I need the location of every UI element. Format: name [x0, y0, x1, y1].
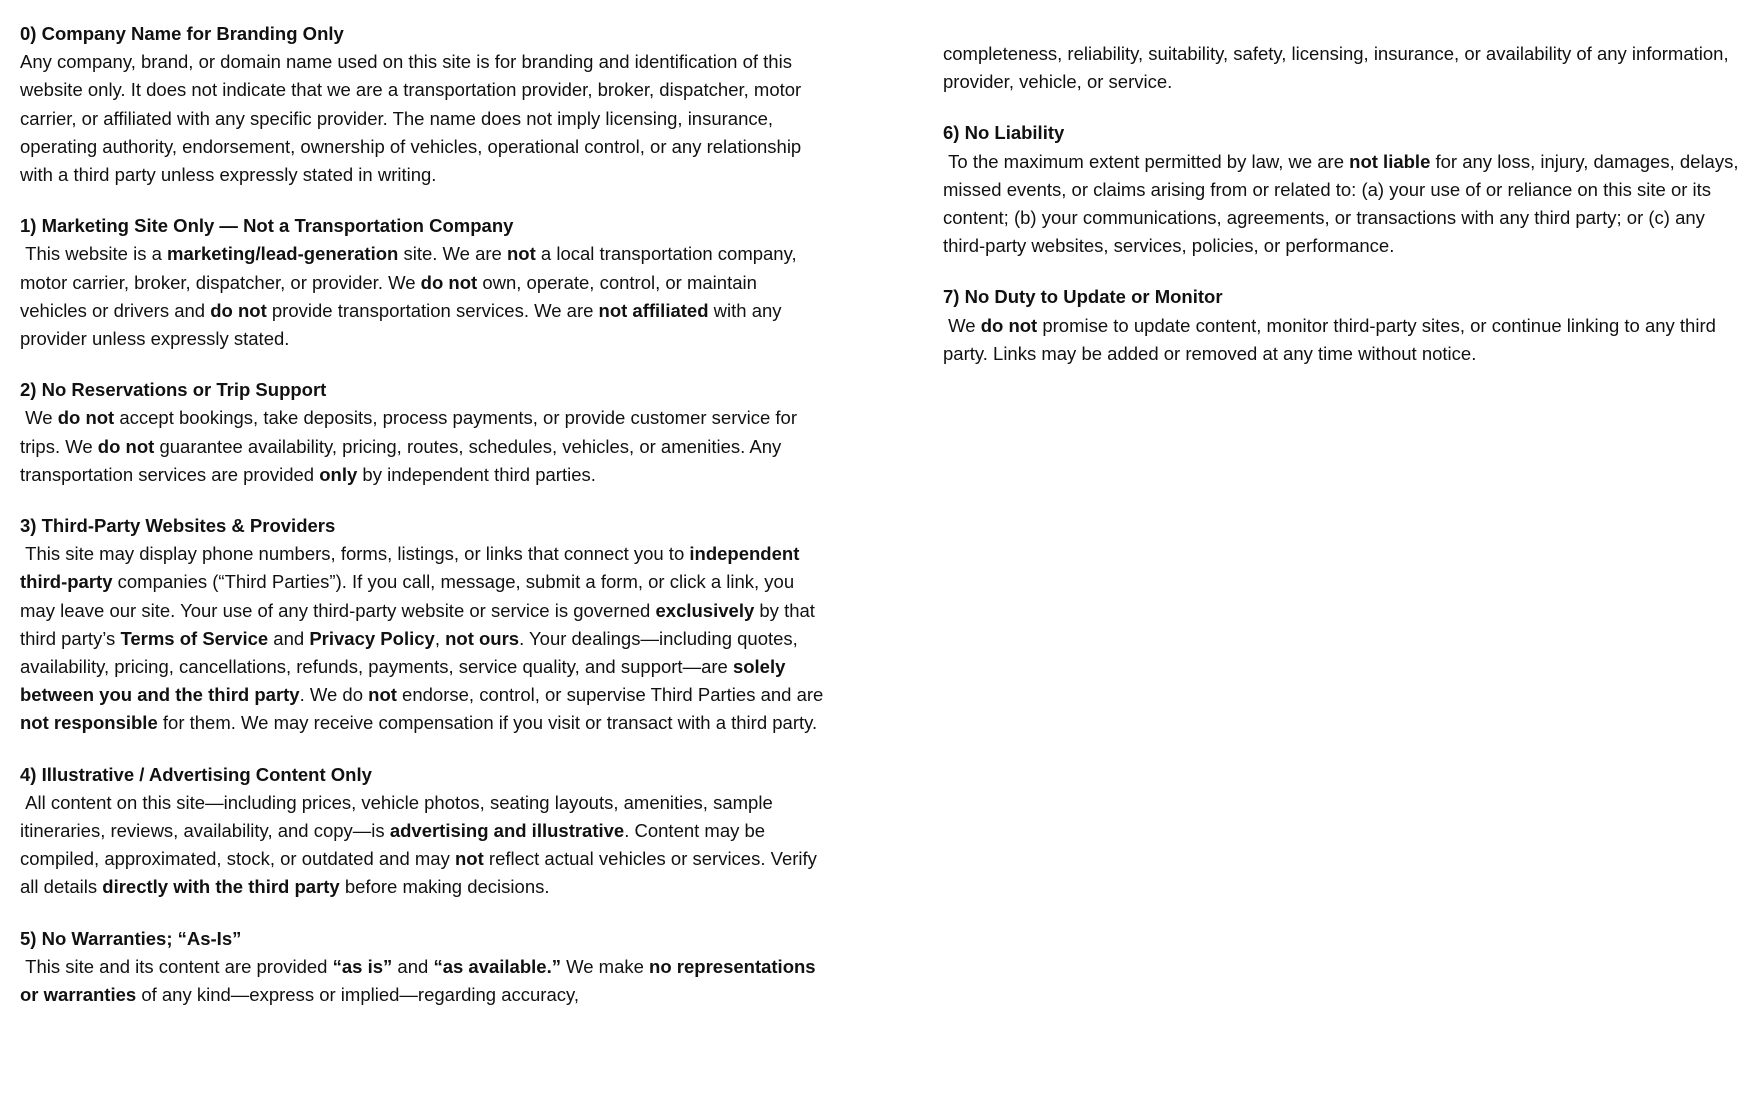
- section-0-company-name-branding: [20, 20, 826, 189]
- section-3-third-party-websites-text-run: exclusively: [655, 599, 755, 621]
- section-5-no-warranties-continued: [943, 40, 1743, 96]
- section-6-no-liability-text-run: To the maximum extent permitted by law, we are: [943, 150, 1350, 172]
- section-1-marketing-site-only-text-run: do not: [210, 299, 267, 321]
- section-5-no-warranties-text-run: of any kind—express or implied—regarding accuracy,: [136, 984, 580, 1006]
- section-2-no-reservations-text-run: do not: [97, 435, 155, 457]
- section-5-no-warranties-text-run: We make: [560, 955, 650, 977]
- section-1-marketing-site-only-text-run: not: [507, 243, 536, 265]
- section-3-third-party-websites: [20, 512, 829, 738]
- section-5-no-warranties-text-run: This site and its content are provided: [20, 955, 333, 977]
- right-column: [943, 40, 1743, 391]
- section-1-marketing-site-only-text-run: a local transportation company, motor carrier, broker, dispatcher, or provider. We: [20, 243, 802, 293]
- section-3-third-party-websites-text-run: Privacy Policy: [309, 627, 435, 649]
- section-3-third-party-websites-text-run: . Your dealings—including quotes, availability, pricing, cancellations, refunds, payments, service quality, and support—are: [20, 627, 803, 678]
- section-3-third-party-websites-text-run: not: [368, 684, 397, 706]
- section-5-no-warranties-continued-text-run: completeness, reliability, suitability, safety, licensing, insurance, or availability of any information, provider, vehicle, or service.: [943, 43, 1734, 93]
- section-4-illustrative-content-text-run: reflect actual vehicles or services. Verify all details: [20, 848, 823, 898]
- section-2-no-reservations-text-run: only: [319, 463, 358, 485]
- section-3-third-party-websites-text-run: Terms of Service: [120, 627, 269, 649]
- section-1-marketing-site-only-text-run: own, operate, control, or maintain vehicles or drivers and: [20, 271, 763, 321]
- section-3-third-party-websites-text-run: for them. We may receive compensation if you visit or transact with a third party.: [157, 712, 818, 734]
- section-7-no-duty-to-update-text-run: promise to update content, monitor third-party sites, or continue linking to any third party. Links may be added or removed at any time without notice.: [943, 314, 1722, 364]
- section-7-no-duty-to-update-heading: 7) No Duty to Update or Monitor: [943, 286, 1223, 308]
- section-5-no-warranties-text-run: and: [392, 955, 434, 977]
- section-1-marketing-site-only: [20, 212, 826, 353]
- section-2-no-reservations-text-run: We: [20, 407, 58, 429]
- left-column: [20, 20, 829, 1032]
- section-1-marketing-site-only-text-run: site. We are: [398, 243, 507, 265]
- section-4-illustrative-content-text-run: advertising and illustrative: [389, 820, 625, 842]
- section-3-third-party-websites-text-run: This site may display phone numbers, forms, listings, or links that connect you to: [20, 543, 690, 565]
- section-2-no-reservations-text-run: by independent third parties.: [357, 463, 596, 485]
- section-3-third-party-websites-heading: 3) Third-Party Websites & Providers: [20, 515, 336, 537]
- section-4-illustrative-content-text-run: . Content may be compiled, approximated, stock, or outdated and may: [20, 820, 771, 870]
- section-1-marketing-site-only-text-run: This website is a: [20, 243, 168, 265]
- section-4-illustrative-content-text-run: not: [455, 848, 484, 870]
- section-3-third-party-websites-text-run: independent third-party: [20, 543, 805, 593]
- section-3-third-party-websites-text-run: endorse, control, or supervise Third Parties and are: [396, 684, 829, 706]
- section-3-third-party-websites-text-run: solely between you and the third party: [20, 656, 791, 706]
- section-5-no-warranties-heading: 5) No Warranties; “As-Is”: [20, 927, 242, 949]
- section-2-no-reservations: [20, 376, 826, 489]
- section-3-third-party-websites-text-run: companies (“Third Parties”). If you call, message, submit a form, or click a link, you may leave our site. Your use of any third-party website or service is governed: [20, 571, 800, 621]
- section-4-illustrative-content: [20, 761, 826, 902]
- section-7-no-duty-to-update-text-run: We: [943, 314, 981, 336]
- section-1-marketing-site-only-text-run: do not: [420, 271, 478, 293]
- section-1-marketing-site-only-heading: 1) Marketing Site Only — Not a Transportation Company: [20, 215, 514, 237]
- section-0-company-name-branding-heading: 0) Company Name for Branding Only: [20, 23, 344, 44]
- section-7-no-duty-to-update: [943, 283, 1743, 368]
- section-6-no-liability-heading: 6) No Liability: [943, 122, 1065, 144]
- section-2-no-reservations-text-run: guarantee availability, pricing, routes, schedules, vehicles, or amenities. Any transportation services are provided: [20, 435, 787, 485]
- section-3-third-party-websites-text-run: and: [268, 627, 310, 649]
- section-3-third-party-websites-text-run: not responsible: [20, 712, 158, 734]
- section-4-illustrative-content-text-run: before making decisions.: [339, 876, 550, 898]
- section-0-company-name-branding-text-run: Any company, brand, or domain name used on this site is for branding and identification of this website only. It does not indicate that we are a transportation provider, broker, dispatcher, motor carrier, or affiliated with any specific provider. The name does not imply licensing, insurance, operating authority, endorsement, ownership of vehicles, operational control, or any relationship with a third party unless expressly stated in writing.: [20, 51, 807, 186]
- section-2-no-reservations-text-run: accept bookings, take deposits, process payments, or provide customer service for trips. We: [20, 407, 803, 457]
- section-1-marketing-site-only-text-run: not affiliated: [598, 299, 709, 321]
- section-5-no-warranties-text-run: no representations or warranties: [20, 955, 821, 1006]
- section-1-marketing-site-only-text-run: with any provider unless expressly stated.: [20, 299, 787, 350]
- section-4-illustrative-content-text-run: All content on this site—including prices, vehicle photos, seating layouts, amenities, sample itineraries, reviews, availability, and copy—is: [20, 791, 778, 842]
- section-6-no-liability-text-run: for any loss, injury, damages, delays, missed events, or claims arising from or related to: (a) your use of or reliance on this site or its content; (b) your communications, agreements, or transactions with any third party; or (c) any third-party websites, services, policies, or performance.: [943, 150, 1744, 257]
- section-3-third-party-websites-text-run: by that third party’s: [20, 599, 821, 649]
- section-1-marketing-site-only-text-run: marketing/lead-generation: [167, 243, 399, 265]
- section-7-no-duty-to-update-text-run: do not: [980, 314, 1038, 336]
- section-3-third-party-websites-text-run: not ours: [445, 627, 520, 649]
- section-2-no-reservations-heading: 2) No Reservations or Trip Support: [20, 379, 327, 401]
- section-6-no-liability: [943, 119, 1743, 260]
- section-5-no-warranties-text-run: “as available.”: [433, 955, 561, 977]
- section-5-no-warranties-text-run: “as is”: [332, 955, 393, 977]
- section-4-illustrative-content-heading: 4) Illustrative / Advertising Content Only: [20, 763, 372, 785]
- section-3-third-party-websites-text-run: . We do: [299, 684, 369, 706]
- section-6-no-liability-text-run: not liable: [1349, 150, 1431, 172]
- section-1-marketing-site-only-text-run: provide transportation services. We are: [266, 299, 599, 321]
- section-4-illustrative-content-text-run: directly with the third party: [102, 876, 340, 898]
- section-2-no-reservations-text-run: do not: [57, 407, 115, 429]
- section-3-third-party-websites-text-run: ,: [434, 627, 446, 649]
- section-5-no-warranties: [20, 925, 826, 1010]
